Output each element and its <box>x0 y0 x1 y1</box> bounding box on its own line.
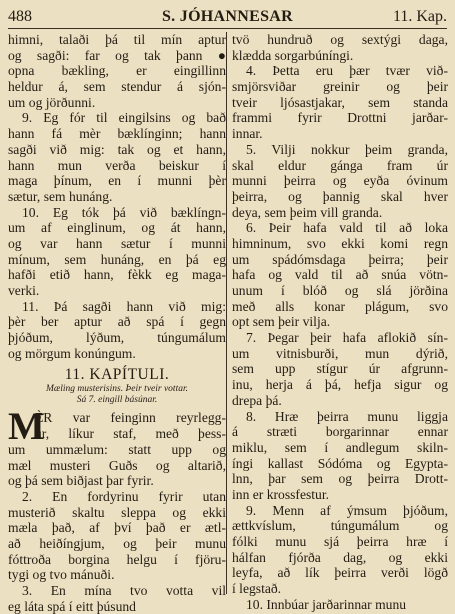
text-line: opt sem þeir vilja. <box>232 314 331 330</box>
text-line: um af einglinum, og át hann, <box>8 220 226 236</box>
text-line: og þá sem biðjast þar fyrir. <box>8 473 154 489</box>
text-line: 6. Þeir hafa vald til að loka <box>246 220 448 236</box>
text-line: mæla það, af því það er ætl- <box>8 520 226 536</box>
text-line: drepa þá. <box>232 392 282 408</box>
chapter-opening <box>8 405 226 614</box>
text-line: og mörgum konúngum. <box>8 345 136 361</box>
text-line: að heiðíngjum, og þeir munu <box>8 535 226 551</box>
text-line: íngi kallast Sódóma og Egypta- <box>232 455 448 471</box>
text-line: lnn, þar sem og þeirra Drott- <box>232 471 448 487</box>
text-line: deya, sem þeim vill granda. <box>232 204 383 220</box>
text-line: þjóðum, lýðum, túngumálum <box>8 330 226 346</box>
text-line: inn er krossfestur. <box>232 486 330 502</box>
text-line: mínum, sem hunáng, en þá eg <box>8 251 226 267</box>
text-line: tveir ljósastjakar, sem standa <box>232 94 448 110</box>
text-line: fóttroða borgina helgu í fjöru- <box>8 551 226 567</box>
text-line: eg láta spá í eitt þúsund <box>8 598 136 614</box>
running-header <box>8 6 447 29</box>
chapter-summary-line: Sá 7. eingill básúnar. <box>76 395 158 406</box>
text-line: verki. <box>8 283 40 298</box>
text-line: 5. Vilji nokkur þeim granda, <box>246 141 448 157</box>
text-line: um og jörðunni. <box>8 94 96 110</box>
text-line: í legstað. <box>232 581 282 597</box>
text-line: munni þeirra og eyða óvinum <box>232 173 448 189</box>
text-line: tvö hundruð og sextýgi daga, <box>232 32 448 47</box>
text-line: sagði við mig: tak og et hann, <box>8 141 226 157</box>
text-line: unum í blóð og slá jörðina <box>232 283 448 298</box>
chapter-label: 11. Kap. <box>392 8 447 25</box>
chapter-summary-line: Mæling musterisins. Þeir tveir vottar. <box>46 384 188 395</box>
text-line: hafði etið hann, fèkk eg maga- <box>8 267 226 283</box>
column-divider <box>226 32 227 594</box>
text-line: 10. Innbúar jarðarinnar munu <box>246 596 407 612</box>
text-line: þeirra, og þannig skal hver <box>232 188 448 204</box>
text-line: um ummælum: statt upp og <box>8 441 226 457</box>
book-title: S. JÓHANNESAR <box>161 8 294 25</box>
text-line: miklu, sem í andlegum skiln- <box>232 439 448 455</box>
text-line: musterið skaltu sleppa og ekki <box>8 504 226 520</box>
text-line: sætur, sem hunáng. <box>8 188 113 204</box>
text-line: heldur á, sem stendur á sjón- <box>8 79 226 95</box>
text-line: og var hann sætur í munni <box>8 235 226 251</box>
text-line: ættkvíslum, túngumálum og <box>232 518 448 534</box>
right-column <box>232 32 448 612</box>
text-line: himni, talaði þá til mín aptur <box>8 32 226 47</box>
text-line: opna bækling, er eingillinn <box>8 63 226 79</box>
text-line: maga þínum, en í munni þèr <box>8 173 226 189</box>
text-line: sem upp stígur úr afgrunn- <box>232 361 448 377</box>
text-line: 2. En fordyrinu fyrir utan <box>22 488 226 504</box>
text-line: innar. <box>232 126 263 142</box>
text-line: frammi fyrir Drottni jarðar- <box>232 110 448 126</box>
text-line: þèr ber aptur að spá í gegn <box>8 314 226 330</box>
text-line: hann mun verða beiskur í <box>8 157 226 173</box>
text-line: ÈR var feinginn reyrlegg- <box>35 410 226 426</box>
text-line: 9. Menn af ýmsum þjóðum, <box>246 502 448 518</box>
text-line: 8. Hræ þeirra munu liggja <box>246 408 448 424</box>
left-column <box>8 32 226 614</box>
text-line: skal eldur gánga fram úr <box>232 157 448 173</box>
left-top-text <box>8 32 226 361</box>
text-line: tygi og tvo mánuði. <box>8 567 115 583</box>
text-line: fólki munu sjá þeirra hræ í <box>232 534 448 549</box>
text-line: hafa og vald til að snúa vötn- <box>232 267 448 283</box>
chapter-heading: 11. KAPÍTULI. <box>64 366 170 384</box>
text-line: og sagði: far og tak þann ● <box>8 47 226 63</box>
text-line: smjörsviðar greinir og þeir <box>232 79 448 95</box>
drop-cap: M <box>8 405 45 449</box>
text-line: 7. Þegar þeir hafa aflokið sín- <box>246 330 448 346</box>
text-line: með alls konar plágum, svo <box>232 298 448 314</box>
text-line: 9. Eg fór til eingilsins og bað <box>22 110 226 126</box>
text-line: hálfan fjórða dag, og ekki <box>232 549 448 565</box>
text-line: 4. Þetta eru þær tvær við- <box>246 63 448 79</box>
page-number: 488 <box>8 8 32 25</box>
text-line: himninum, svo ekki komi regn <box>232 235 448 251</box>
text-line: um vitnisburði, mun dýrið, <box>232 345 448 361</box>
text-line: á stræti borgarinnar ennar <box>232 424 448 440</box>
text-line: inu, herja á þá, hefja sigur og <box>232 377 448 393</box>
text-line: ur, líkur staf, með þess- <box>35 426 226 442</box>
text-line: mæl musteri Guðs og altarið, <box>8 457 226 473</box>
text-line: leyfa, að lík þeirra verði lögð <box>232 565 448 581</box>
text-line: 3. En mína tvo votta vil <box>22 583 226 598</box>
text-line: hann fá mèr bæklínginn; hann <box>8 126 226 142</box>
text-line: 10. Eg tók þá við bæklíngn- <box>22 204 226 220</box>
text-line: um spádómsdaga þeirra; þeir <box>232 251 448 267</box>
text-line: 11. Þá sagði hann við mig: <box>22 298 226 314</box>
text-line: klædda sorgarbúníngi. <box>232 47 354 63</box>
